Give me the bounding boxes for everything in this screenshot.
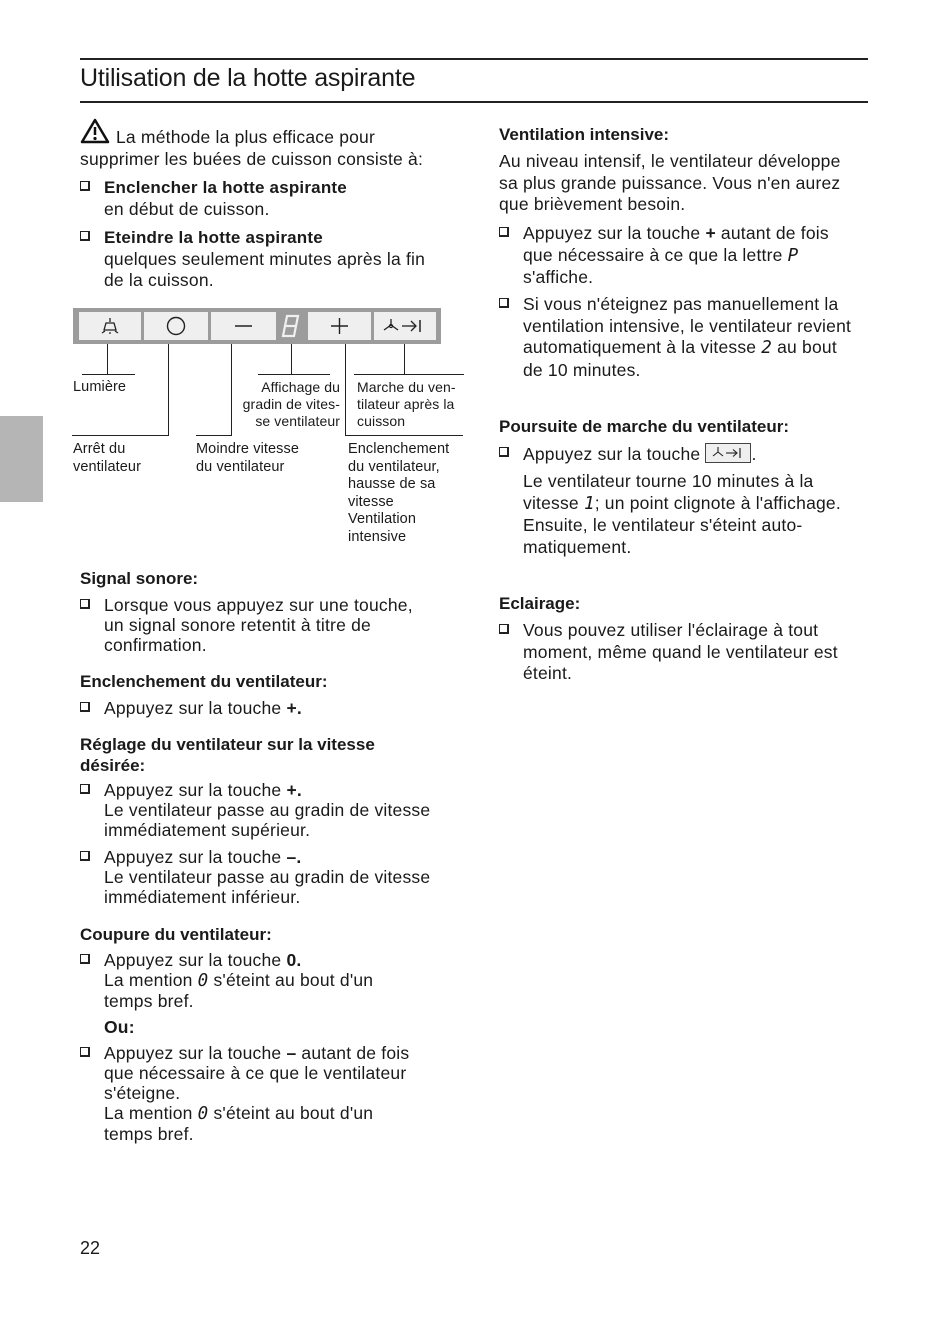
- list-item-bold: Enclencher la hotte aspirante: [104, 178, 347, 197]
- label-arret: [73, 441, 141, 476]
- leader-line: [404, 344, 405, 375]
- leader-line: [82, 374, 135, 375]
- list-item: [499, 223, 869, 289]
- text-line: Ensuite, le ventilateur s'éteint auto-: [523, 515, 803, 535]
- fan-timer-icon: [374, 312, 436, 340]
- heading-signal: Signal sonore:: [80, 569, 199, 588]
- text-line: s'éteint au bout d'un: [208, 1103, 374, 1123]
- label-line: Moindre vitesse: [196, 441, 300, 457]
- label-line: intensive: [348, 528, 407, 545]
- intro-line-2: supprimer les buées de cuisson consiste à:: [80, 149, 424, 169]
- checkbox-bullet-icon: [80, 954, 90, 964]
- label-line: tilateur après la: [357, 396, 455, 412]
- text-line: s'éteint au bout d'un: [208, 970, 374, 990]
- text-line: Appuyez sur la touche: [104, 1043, 287, 1063]
- intensive-paragraph: [499, 151, 841, 216]
- label-line: du ventilateur: [196, 458, 285, 475]
- page-number: 22: [80, 1238, 101, 1258]
- text-line: Si vous n'éteignez pas manuellement la: [523, 294, 839, 314]
- heading-eclairage: Eclairage:: [499, 594, 581, 613]
- checkbox-bullet-icon: [80, 851, 90, 861]
- checkbox-bullet-icon: [499, 298, 509, 308]
- label-line: se ventilateur: [255, 413, 340, 429]
- list-item: [80, 698, 460, 720]
- checkbox-bullet-icon: [499, 624, 509, 634]
- speed-display: [279, 312, 305, 340]
- label-line: Enclenchement: [348, 441, 450, 457]
- text-line: un signal sonore retentit à titre de: [104, 615, 371, 635]
- label-moindre: [196, 441, 299, 476]
- text-line: Lorsque vous appuyez sur une touche,: [104, 595, 413, 615]
- text-line: de 10 minutes.: [523, 359, 641, 380]
- list-item: [499, 620, 869, 686]
- text-line: autant de fois: [296, 1043, 410, 1063]
- key-label: 0.: [286, 950, 302, 970]
- or-label: [104, 1017, 135, 1039]
- plus-button[interactable]: [308, 312, 371, 340]
- circle-off-icon: [144, 312, 208, 340]
- text-line: moment, même quand le ventilateur est: [523, 641, 838, 662]
- text-line: vitesse: [523, 492, 584, 513]
- text-line: immédiatement inférieur.: [104, 887, 301, 907]
- key-label: –.: [286, 847, 302, 867]
- segment-digit: 0: [197, 1104, 209, 1124]
- label-affichage: [232, 379, 340, 430]
- segment-digit: 1: [583, 493, 595, 514]
- text-line: ; un point clignote à l'affichage.: [594, 492, 841, 513]
- text-line: immédiatement supérieur.: [104, 820, 311, 840]
- leader-line: [291, 344, 292, 375]
- label-enclenchement: [348, 441, 449, 546]
- text-line: sa plus grande puissance. Vous n'en aurez: [499, 172, 841, 193]
- text-line: ventilation intensive, le ventilateur revient: [523, 315, 852, 336]
- leader-line: [354, 374, 464, 375]
- top-rule: [80, 58, 868, 60]
- leader-line: [258, 374, 330, 375]
- key-label: –: [286, 1043, 297, 1063]
- heading-reglage: [80, 734, 375, 776]
- off-button[interactable]: [144, 312, 208, 340]
- text-line: Au niveau intensif, le ventilateur développe: [499, 151, 841, 171]
- list-item: [80, 1043, 460, 1147]
- label-line: Affichage du: [261, 379, 340, 395]
- list-item: [80, 780, 460, 844]
- text-line: Le ventilateur tourne 10 minutes à la: [523, 471, 814, 491]
- list-item: [499, 294, 869, 382]
- text-line: Appuyez sur la touche: [104, 847, 287, 867]
- list-item: [499, 443, 869, 465]
- label-line: gradin de vites-: [242, 396, 340, 412]
- fan-after-run-button[interactable]: [374, 312, 436, 340]
- checkbox-bullet-icon: [80, 599, 90, 609]
- checkbox-bullet-icon: [80, 181, 90, 191]
- checkbox-bullet-icon: [499, 447, 509, 457]
- text-line: Le ventilateur passe au gradin de vitesse: [104, 867, 431, 887]
- label-line: vitesse: [348, 493, 394, 510]
- plus-icon: [308, 312, 371, 340]
- label-line: Marche du ven-: [357, 379, 456, 395]
- light-button[interactable]: [79, 312, 141, 340]
- minus-icon: [211, 312, 276, 340]
- leader-line: [168, 344, 169, 436]
- title-rule: [80, 101, 868, 103]
- label-lumiere: Lumière: [73, 379, 127, 395]
- leader-line: [345, 435, 463, 436]
- label-line: Ventilation: [348, 511, 417, 527]
- list-item-text: de la cuisson.: [104, 270, 214, 290]
- text-line: matiquement.: [523, 536, 632, 557]
- page-title: Utilisation de la hotte aspirante: [80, 64, 416, 92]
- checkbox-bullet-icon: [80, 784, 90, 794]
- key-label: +.: [286, 780, 302, 800]
- segment-letter: P: [787, 245, 799, 266]
- warning-icon: [80, 118, 110, 149]
- checkbox-bullet-icon: [80, 231, 90, 241]
- checkbox-bullet-icon: [80, 1047, 90, 1057]
- text-line: La mention: [104, 1103, 198, 1123]
- lamp-icon: [79, 312, 141, 340]
- checkbox-bullet-icon: [499, 227, 509, 237]
- list-item: [80, 595, 460, 661]
- fan-after-run-key-icon: [705, 443, 751, 463]
- heading-poursuite: Poursuite de marche du ventilateur:: [499, 417, 790, 436]
- label-line: Arrêt du: [73, 441, 126, 457]
- leader-line: [72, 435, 169, 436]
- label-line: hausse de sa: [348, 476, 436, 492]
- segment-digit: 2: [761, 338, 773, 358]
- text-line: s'éteigne.: [104, 1083, 181, 1103]
- heading-coupure: Coupure du ventilateur:: [80, 925, 272, 944]
- control-panel: [73, 308, 441, 344]
- list-item-bold: Eteindre la hotte aspirante: [104, 228, 323, 247]
- key-label: +.: [286, 698, 302, 718]
- text-line: confirmation.: [104, 635, 207, 655]
- text-line: Appuyez sur la touche: [523, 444, 706, 464]
- label-line: cuisson: [357, 413, 406, 429]
- seven-segment-display-icon: [279, 312, 305, 340]
- label-line: du ventilateur,: [348, 458, 440, 475]
- list-item-text: quelques seulement minutes après la fin: [104, 248, 426, 269]
- text-line: .: [751, 444, 757, 464]
- text-line: temps bref.: [104, 991, 194, 1011]
- text-line: La mention: [104, 970, 198, 990]
- leader-line: [196, 435, 232, 436]
- text-line: que brièvement besoin.: [499, 194, 686, 214]
- text-line: au bout: [772, 337, 837, 357]
- text-line: Le ventilateur passe au gradin de vitesse: [104, 800, 431, 820]
- heading-enclenchement: Enclenchement du ventilateur:: [80, 672, 328, 691]
- text-line: Appuyez sur la touche: [104, 698, 287, 718]
- text-line: que nécessaire à ce que la lettre: [523, 244, 788, 265]
- text-line: Appuyez sur la touche: [104, 950, 287, 970]
- list-item: [80, 847, 460, 911]
- leader-line: [107, 344, 108, 375]
- key-label: +: [705, 223, 716, 243]
- checkbox-bullet-icon: [80, 702, 90, 712]
- text-line: Appuyez sur la touche: [104, 780, 287, 800]
- heading-line: désirée:: [80, 756, 146, 775]
- text-line: automatiquement à la vitesse: [523, 337, 762, 357]
- list-item: [80, 177, 460, 221]
- list-item: [80, 227, 460, 293]
- list-item-text: en début de cuisson.: [104, 198, 270, 219]
- segment-digit: 0: [197, 971, 209, 991]
- text-line: que nécessaire à ce que le ventilateur: [104, 1063, 407, 1083]
- text-line: temps bref.: [104, 1124, 194, 1144]
- heading-intensive: Ventilation intensive:: [499, 125, 670, 144]
- text-line: Appuyez sur la touche: [523, 223, 706, 243]
- intro-line-1: La méthode la plus efficace pour: [116, 127, 376, 147]
- list-item: [80, 950, 460, 1014]
- heading-line: Réglage du ventilateur sur la vitesse: [80, 735, 375, 754]
- minus-button[interactable]: [211, 312, 276, 340]
- leader-line: [345, 344, 346, 436]
- poursuite-paragraph: [523, 471, 868, 558]
- or-text: Ou:: [104, 1017, 135, 1037]
- label-line: ventilateur: [73, 458, 141, 475]
- text-line: autant de fois: [715, 223, 829, 243]
- text-line: s'affiche.: [523, 267, 594, 287]
- side-tab: [0, 416, 43, 502]
- text-line: éteint.: [523, 663, 573, 683]
- text-line: Vous pouvez utiliser l'éclairage à tout: [523, 620, 819, 640]
- label-marche: [357, 379, 456, 430]
